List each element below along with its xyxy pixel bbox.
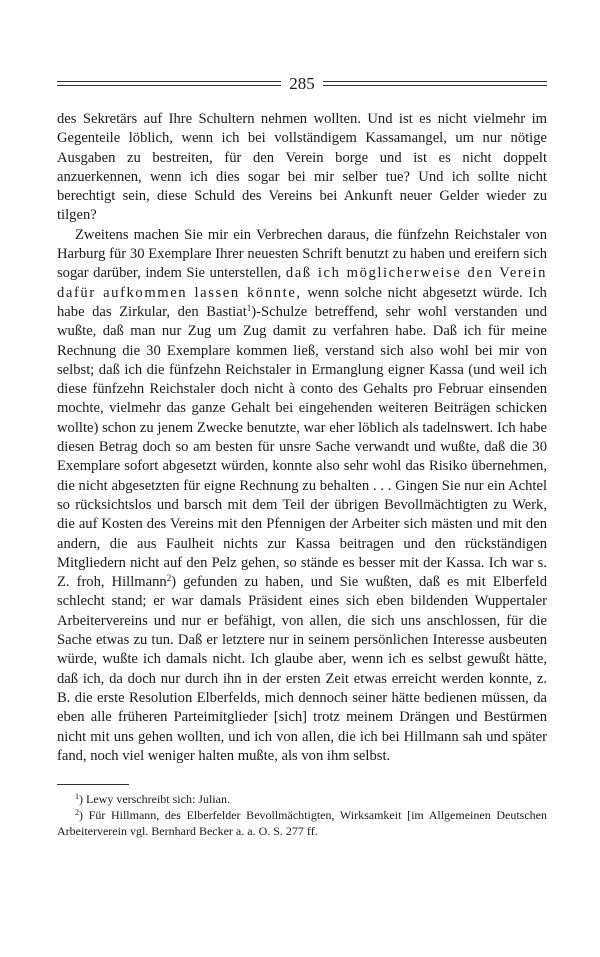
footnotes (57, 791, 547, 839)
footnote-2 (57, 807, 547, 839)
paragraph-2-part-d: ) gefunden zu haben, und Sie wußten, daß es mit Elberfeld schlecht stand; er war damals Präsident eines sich eben bildenden Wuppertaler Arbeitervereins und nur er befähigt, von allen, die sich uns anschlossen, für die Sache etwas zu tun. Daß er letztere nur in seinem persönlichen Interesse ausbeuten würde, wußte ich damals nicht. Ich glaube aber, wenn ich es selbst gewußt hätte, daß ich, da doch nur durch ihn in der ersten Zeit etwas erreicht werden konnte, z. B. die erste Resolution Elberfelds, mich dennoch seiner hätte bedienen müssen, da eben alle früheren Parteimitglieder [sich] trotz meinem Drängen und Bestürmen nicht mit uns gehen wollten, und ich von allen, die ich bei Hillmann sah und später fand, noch viel weniger halten mußte, als von ihm selbst. (57, 574, 547, 764)
paragraph-1 (57, 110, 547, 226)
footnote-1-mark: 1 (75, 792, 79, 802)
header-rule-right (323, 81, 547, 86)
paragraph-2-spaced-emphasis: daß ich möglicherweise den Verein dafür aufkommen lassen könnte, (57, 265, 547, 301)
page-header (57, 70, 547, 96)
header-rule-left (57, 81, 281, 86)
footnote-2-text: ) Für Hillmann, des Elberfelder Bevollmächtigten, Wirksamkeit [im Allgemeinen Deutschen Arbeiterverein vgl. Bernhard Becker a. a. O. S. 277 ff. (57, 808, 547, 839)
paragraph-2-part-a: Zweitens machen Sie mir ein Verbrechen daraus, die fünfzehn Reichstaler von Harburg für 30 Exemplare Ihrer neuesten Schrift benutzt zu haben und ereifern sich sogar darüber, indem Sie unterstellen, (57, 226, 547, 282)
footnote-1-text: ) Lewy verschreibt sich: Julian. (79, 792, 230, 807)
footnote-2-mark: 2 (75, 808, 79, 818)
footnote-ref-1[interactable]: 1 (246, 302, 252, 313)
paragraph-1-text: des Sekretärs auf Ihre Schultern nehmen wollten. Und ist es nicht vielmehr im Gegenteile löblich, wenn ich bei vollständigem Kassamangel, um nur nötige Ausgaben zu bestreiten, für den Verein borge und ist es nicht doppelt anzuerkennen, wenn ich dies sogar bei mir selber tue? Und ich sollte nicht berechtigt sein, diese Schuld des Vereins bei Ankunft neuer Gelder wieder zu tilgen? (57, 111, 547, 224)
footnote-divider (57, 784, 129, 785)
paragraph-2 (57, 226, 547, 766)
footnote-ref-2[interactable]: 2 (166, 573, 172, 584)
page-number: 285 (289, 73, 315, 93)
book-page (57, 70, 547, 839)
footnote-1 (57, 791, 547, 807)
paragraph-2-part-b: wenn solche nicht abgesetzt würde. Ich habe das Zirkular, den Bastiat (57, 284, 547, 320)
paragraph-2-part-c: )-Schulze betreffend, sehr wohl verstanden und wußte, daß man nur Zug um Zug damit zu verfahren habe. Daß ich für meine Rechnung die 30 Exemplare kommen ließ, verstand sich also wohl bei mir von selbst; daß ich die fünfzehn Reichstaler in Ermanglung eigner Kassa (und weil ich diese fünfzehn Reichstaler doch nicht à conto des Gehalts pro Februar einsenden mochte, vielmehr das ganze Gehalt bei eingehenden weiteren Beiträgen schicken wollte) schon zu jenem Zwecke benutzte, war eher löblich als tadelnswert. Ich habe diesen Betrag doch so am besten für unsre Sache verwandt und wußte, daß die 30 Exemplare sofort abgesetzt würden, konnte also sehr wohl das Risiko übernehmen, die nicht abgesetzten für eigne Rechnung zu behalten . . . Gingen Sie nur ein Achtel so rücksichtslos und barsch mit dem Teil der übrigen Bevollmächtigten zu Werk, die auf Kosten des Vereins mit den Pfennigen der Arbeiter sich mästen und mit den andern, die aus Faulheit nichts zur Kassa beitragen und den rückständigen Mitgliedern nicht auf den Pelz gehen, so stände es besser mit der Kassa. Ich war s. Z. froh, Hillmann (57, 303, 548, 591)
body-text (57, 110, 547, 766)
